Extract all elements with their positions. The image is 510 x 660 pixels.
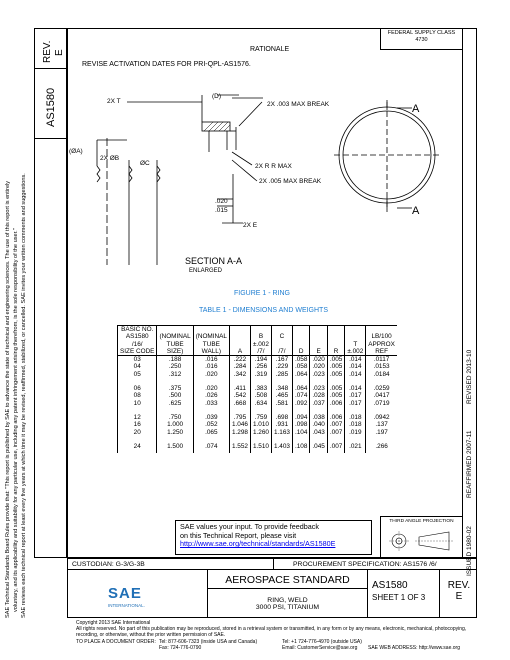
table-cell: 1.046	[229, 421, 250, 428]
table-cell: .319	[250, 371, 271, 378]
federal-supply-class-value: 4730	[415, 37, 428, 43]
label-020: .020	[215, 198, 228, 205]
table-header-line: D	[298, 347, 304, 355]
table-cell: 1.010	[250, 421, 271, 428]
table-cell: .040	[310, 421, 327, 428]
table-cell: .007	[327, 443, 344, 453]
revised-date: REVISED 2013-10	[466, 349, 473, 404]
table-row	[118, 356, 397, 364]
table-row	[118, 414, 397, 421]
footer-web: SAE WEB ADDRESS: http://www.sae.org	[368, 644, 460, 651]
table-cell: 03	[118, 356, 157, 364]
rev-label: REV.	[42, 40, 53, 63]
table-header-line: (NOMINAL	[159, 333, 191, 341]
label-a-top: A	[412, 103, 420, 115]
table-cell: .026	[193, 392, 229, 399]
table-cell: .108	[292, 443, 309, 453]
table-cell: .312	[157, 371, 193, 378]
label-a-bottom: A	[412, 205, 420, 217]
table-cell: .018	[345, 421, 366, 428]
table-cell: 12	[118, 414, 157, 421]
feedback-link[interactable]: http://www.sae.org/technical/standards/AS1580E	[180, 539, 336, 548]
doc-number-cell	[368, 570, 440, 618]
label-005-break: 2X .005 MAX BREAK	[259, 178, 322, 185]
table-cell: .045	[310, 443, 327, 453]
custodian-row	[68, 558, 476, 570]
table-header-line: B	[258, 333, 264, 341]
table-row	[118, 400, 397, 407]
table-row	[118, 385, 397, 392]
footer-order-label: TO PLACE A DOCUMENT ORDER:	[76, 638, 156, 645]
table-cell: 24	[118, 443, 157, 453]
table-caption: TABLE 1 - DIMENSIONS AND WEIGHTS	[199, 307, 329, 314]
table-cell: 08	[118, 392, 157, 399]
title-cell	[208, 570, 368, 618]
table-cell: .074	[292, 392, 309, 399]
table-cell: .500	[157, 392, 193, 399]
table-header-cell	[366, 326, 397, 356]
table-cell: .064	[292, 371, 309, 378]
table-cell: 05	[118, 371, 157, 378]
sae-logo-sub: INTERNATIONAL.	[108, 603, 145, 608]
disclaimer-line-2: voluntary, and its applicability and suitability for any particular use, including any patent infringement arising therefrom, is the sole responsibility of the user."	[13, 228, 19, 612]
section-sub: ENLARGED	[189, 268, 223, 274]
table-header-cell	[271, 326, 292, 356]
standard-title: AEROSPACE STANDARD	[208, 574, 367, 589]
reaffirmed-date: REAFFIRMED 2007-11	[466, 430, 473, 498]
table-cell: .065	[193, 429, 229, 436]
custodian-text: CUSTODIAN: G-3/G-3B	[72, 561, 145, 568]
federal-supply-class-label: FEDERAL SUPPLY CLASS	[387, 30, 456, 36]
table-header-cell	[345, 326, 366, 356]
table-cell: .250	[157, 363, 193, 370]
table-cell: .074	[193, 443, 229, 453]
table-spacer-cell	[229, 436, 250, 443]
rationale-text: REVISE ACTIVATION DATES FOR PRI-QPL-AS1576.	[82, 61, 251, 68]
title-doc-number: AS1580	[372, 580, 408, 591]
title-block	[67, 558, 477, 618]
left-doc-number: AS1580	[45, 87, 57, 127]
table-cell: .021	[345, 443, 366, 453]
table-cell: 06	[118, 385, 157, 392]
table-row	[118, 443, 397, 453]
table-spacer-cell	[250, 436, 271, 443]
table-header-row	[118, 326, 397, 356]
table-cell: .222	[229, 356, 250, 364]
table-header-line: SIZE CODE	[120, 347, 155, 355]
table-header-line: /16/	[131, 340, 143, 348]
footer-tel-2: Tel: +1 724-776-4970 (outside USA)	[282, 638, 362, 645]
table-cell: .020	[310, 356, 327, 364]
table-cell: .005	[327, 356, 344, 364]
table-spacer-cell	[327, 436, 344, 443]
section-profile	[202, 122, 230, 131]
table-row	[118, 371, 397, 378]
title-desc-2: 3000 PSI, TITANIUM	[255, 604, 320, 611]
table-spacer-cell	[229, 378, 250, 385]
table-header-line: R	[333, 347, 339, 355]
figure-caption: FIGURE 1 - RING	[234, 290, 291, 297]
table-cell: .634	[250, 400, 271, 407]
table-header-cell	[118, 326, 157, 356]
table-cell: .098	[292, 421, 309, 428]
procurement-text: PROCUREMENT SPECIFICATION: AS1576 /6/	[293, 561, 437, 568]
table-cell: .698	[271, 414, 292, 421]
table-spacer-cell	[193, 407, 229, 414]
table-cell: .508	[250, 392, 271, 399]
table-cell: .795	[229, 414, 250, 421]
table-cell: .229	[271, 363, 292, 370]
table-cell: .018	[345, 414, 366, 421]
table-cell: .019	[345, 429, 366, 436]
projection-symbol	[381, 524, 461, 554]
table-cell: .005	[327, 363, 344, 370]
table-spacer-cell	[327, 378, 344, 385]
table-cell: .014	[345, 371, 366, 378]
table-cell: .167	[271, 356, 292, 364]
label-dia-a: (ØA)	[69, 148, 83, 155]
table-spacer-cell	[229, 407, 250, 414]
table-cell: .016	[193, 363, 229, 370]
table-cell: .043	[310, 429, 327, 436]
table-cell: .750	[157, 414, 193, 421]
table-spacer-cell	[118, 378, 157, 385]
table-header-cell	[250, 326, 271, 356]
table-spacer-cell	[345, 436, 366, 443]
disclaimer-line-3: SAE reviews each technical report at least every five years at which time it may be revised, reaffirmed, stabilized, or cancelled. SAE invites your written comments and suggestions.	[21, 173, 27, 618]
table-header-cell	[157, 326, 193, 356]
rev-cell-bottom	[440, 570, 478, 618]
table-spacer-cell	[271, 407, 292, 414]
projection-box	[380, 516, 462, 558]
feedback-line-2: on this Technical Report, please visit	[180, 530, 297, 540]
table-cell: .668	[229, 400, 250, 407]
table-cell: .005	[327, 371, 344, 378]
table-header-line: APPROX	[368, 340, 395, 348]
table-cell: .284	[229, 363, 250, 370]
table-cell: .007	[327, 429, 344, 436]
table-spacer-cell	[250, 407, 271, 414]
table-cell: .005	[327, 385, 344, 392]
table-spacer-cell	[118, 407, 157, 414]
table-header-cell	[193, 326, 229, 356]
table-cell: .058	[292, 356, 309, 364]
table-header-line: T	[353, 340, 358, 348]
table-cell: .0117	[373, 356, 390, 364]
table-spacer-cell	[157, 436, 193, 443]
label-2x-t: 2X T	[107, 98, 121, 105]
table-header-line: LB/100	[371, 333, 392, 341]
doc-number-cell	[35, 69, 66, 139]
feedback-line-1: SAE values your input. To provide feedback	[180, 522, 319, 531]
sheet-number: SHEET 1 OF 3	[372, 593, 426, 602]
table-cell: .007	[327, 421, 344, 428]
table-cell: .094	[292, 414, 309, 421]
table-spacer-cell	[193, 436, 229, 443]
table-cell: .017	[345, 400, 366, 407]
table-cell: .028	[310, 392, 327, 399]
issued-date: ISSUED 1980-02	[466, 526, 473, 576]
title-rev-value: E	[455, 591, 463, 602]
table-cell: .542	[229, 392, 250, 399]
right-margin-strip	[462, 28, 477, 576]
table-cell: .023	[310, 385, 327, 392]
table-cell: .005	[327, 392, 344, 399]
table-cell: .052	[193, 421, 229, 428]
table-cell: .759	[250, 414, 271, 421]
table-header-line: SIZE)	[166, 347, 184, 355]
table-row	[118, 421, 397, 428]
table-spacer-cell	[193, 378, 229, 385]
table-cell: 1.000	[157, 421, 193, 428]
dimensions-table	[117, 325, 397, 453]
table-row	[118, 429, 397, 436]
table-header-line: E	[316, 347, 321, 355]
projection-label: THIRD ANGLE PROJECTION	[389, 519, 454, 524]
table-cell: 1.163	[271, 429, 292, 436]
table-cell: .194	[250, 356, 271, 364]
table-cell: .285	[271, 371, 292, 378]
table-spacer-cell	[292, 436, 309, 443]
footer-fax: Fax: 724-776-0790	[159, 644, 202, 651]
label-dia-c: ØC	[140, 160, 150, 167]
table-spacer-row	[118, 407, 397, 414]
label-003-break: 2X .003 MAX BREAK	[267, 101, 330, 108]
logo-cell	[68, 570, 208, 618]
table-cell: 1.552	[229, 443, 250, 453]
table-spacer-cell	[118, 436, 157, 443]
table-cell: .465	[271, 392, 292, 399]
label-r-max: 2X R R MAX	[255, 163, 292, 170]
table-cell: .342	[229, 371, 250, 378]
footer-rights: All rights reserved. No part of this publication may be reproduced, stored in a retrieval system or transmitted, in any form or by any means, electronic, mechanical, photocopying,	[76, 626, 467, 633]
table-cell: .348	[271, 385, 292, 392]
table-cell: .411	[229, 385, 250, 392]
label-2x-dia-b: 2X ØB	[100, 155, 120, 162]
title-rev-label: REV.	[447, 580, 471, 591]
table-header-line: WALL)	[201, 347, 221, 355]
table-cell: .0719	[373, 399, 390, 407]
table-cell: .137	[375, 421, 388, 429]
table-header-line: /7/	[257, 347, 265, 355]
table-spacer-cell	[157, 378, 193, 385]
feedback-box	[175, 520, 372, 555]
table-cell: 1.250	[157, 429, 193, 436]
table-cell: .383	[250, 385, 271, 392]
table-header-line: (NOMINAL	[195, 333, 227, 341]
table-cell: .104	[292, 429, 309, 436]
table-header-cell	[229, 326, 250, 356]
table-spacer-cell	[345, 378, 366, 385]
table-spacer-cell	[292, 407, 309, 414]
table-spacer-cell	[366, 407, 397, 414]
table-spacer-cell	[292, 378, 309, 385]
table-cell: 04	[118, 363, 157, 370]
table-cell: .375	[157, 385, 193, 392]
table-cell: .0184	[373, 370, 390, 378]
table-header-line: AS1580	[125, 333, 149, 341]
footer-email: Email: CustomerService@sae.org	[282, 644, 358, 651]
table-spacer-cell	[366, 436, 397, 443]
table-cell: .014	[345, 385, 366, 392]
table-cell: 16	[118, 421, 157, 428]
table-cell: .020	[193, 385, 229, 392]
table-header-cell	[327, 326, 344, 356]
footer-tel: Tel: 877-606-7323 (inside USA and Canada)	[159, 638, 258, 645]
table-cell: .256	[250, 363, 271, 370]
table-row	[118, 363, 397, 370]
table-cell: 1.298	[229, 429, 250, 436]
table-cell: .064	[292, 385, 309, 392]
table-cell: .006	[327, 414, 344, 421]
table-cell: .0942	[373, 413, 390, 421]
left-margin-strip	[34, 28, 67, 558]
table-header-line: ±.002	[252, 340, 269, 348]
table-cell: 1.510	[250, 443, 271, 453]
federal-supply-class-box	[380, 28, 462, 50]
section-label: SECTION A-A	[185, 256, 243, 266]
title-desc-1: RING, WELD	[267, 597, 308, 604]
table-cell: .020	[193, 371, 229, 378]
table-cell: .0153	[373, 363, 390, 371]
table-spacer-cell	[366, 378, 397, 385]
label-2x-e: 2X E	[243, 222, 258, 229]
label-015: .015	[215, 207, 228, 214]
table-header-line: C	[279, 333, 285, 341]
sae-logo: SAE	[108, 585, 142, 602]
table-cell: .0417	[373, 392, 390, 400]
table-spacer-cell	[157, 407, 193, 414]
table-cell: .625	[157, 400, 193, 407]
table-header-cell	[292, 326, 309, 356]
rev-cell	[35, 29, 66, 69]
table-spacer-cell	[250, 378, 271, 385]
rationale-label: RATIONALE	[250, 46, 290, 53]
table-spacer-row	[118, 378, 397, 385]
table-header-line: BASIC NO.	[121, 326, 154, 333]
table-cell: .020	[310, 363, 327, 370]
table-cell: .266	[375, 442, 388, 450]
table-cell: .033	[193, 400, 229, 407]
custodian-divider	[273, 559, 274, 570]
table-cell: .023	[310, 371, 327, 378]
table-cell: .931	[271, 421, 292, 428]
table-spacer-cell	[271, 436, 292, 443]
footer-rights-2: recording, or otherwise, without the prior written permission of SAE.	[76, 632, 226, 639]
table-header-line: /7/	[278, 347, 286, 355]
table-header-cell	[310, 326, 327, 356]
table-header-line: A	[237, 347, 243, 355]
table-spacer-cell	[345, 407, 366, 414]
table-cell: 1.403	[271, 443, 292, 453]
table-row	[118, 392, 397, 399]
table-cell: .0259	[373, 385, 390, 393]
table-cell: .188	[157, 356, 193, 364]
label-d: (D)	[212, 93, 222, 100]
table-spacer-cell	[327, 407, 344, 414]
footer-copyright: Copyright 2013 SAE International	[76, 620, 151, 626]
footer	[76, 620, 496, 651]
table-cell: .037	[310, 400, 327, 407]
table-header-line	[274, 341, 290, 348]
table-cell: .017	[345, 392, 366, 399]
table-cell: .092	[292, 400, 309, 407]
table-cell: .006	[327, 400, 344, 407]
table-cell: .014	[345, 356, 366, 364]
table-spacer-cell	[271, 378, 292, 385]
table-body	[118, 356, 397, 453]
table-cell: .581	[271, 400, 292, 407]
table-cell: .038	[310, 414, 327, 421]
table-spacer-cell	[310, 407, 327, 414]
table-cell: 10	[118, 400, 157, 407]
table-cell: 1.500	[157, 443, 193, 453]
table-cell: 20	[118, 429, 157, 436]
table-cell: .197	[375, 428, 388, 436]
table-spacer-cell	[310, 378, 327, 385]
table-cell: .016	[193, 356, 229, 364]
table-header-line: TUBE	[202, 340, 220, 348]
disclaimer-line-1: SAE Technical Standards Board Rules provide that: "This report is published by SAE to advance the state of technical and engineering sciences. The use of this report is entirely	[5, 180, 11, 618]
table-cell: .058	[292, 363, 309, 370]
table-spacer-cell	[310, 436, 327, 443]
table-header-line: ±.002	[347, 347, 364, 355]
table-cell: .014	[345, 363, 366, 370]
ring-drawing	[67, 80, 462, 280]
table-cell: 1.260	[250, 429, 271, 436]
table-cell: .039	[193, 414, 229, 421]
rev-value: E	[54, 49, 65, 56]
table-header-line: TUBE	[166, 340, 184, 348]
table-header-line: REF	[375, 347, 388, 355]
table-spacer-row	[118, 436, 397, 443]
